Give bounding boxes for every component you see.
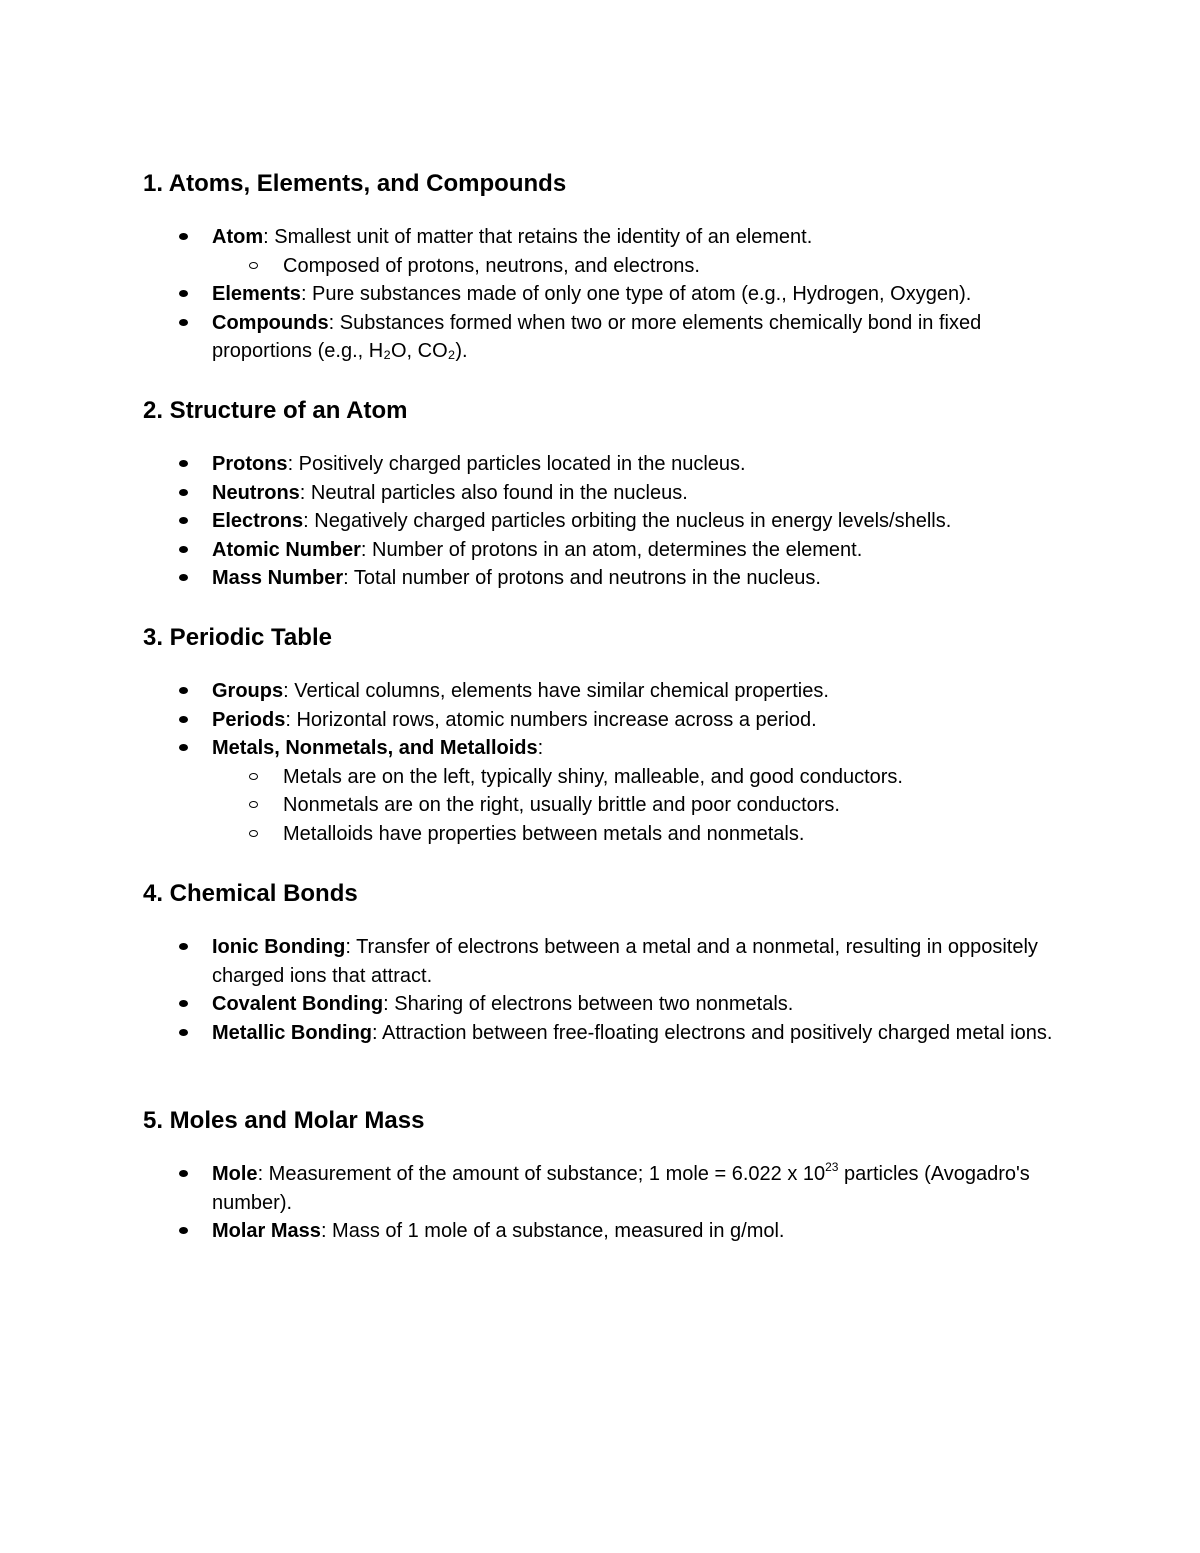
section-atoms-elements-compounds [143,169,1063,366]
bullet-list [143,223,1063,366]
list-item [143,309,1063,366]
term: Molar Mass [212,1220,321,1242]
bullet-icon [179,744,188,751]
bullet-icon [179,574,188,581]
term: Groups [212,680,284,702]
definition: : Pure substances made of only one type of atom (e.g., Hydrogen, Oxygen). [300,283,972,305]
bullet-icon [179,319,188,326]
sub-list-item [212,763,1063,792]
term: Periods [212,708,286,731]
sub-item-text: Composed of protons, neutrons, and electrons. [283,254,700,277]
definition: : Transfer of electrons between a metal and a nonmetal, resulting in oppositely charged ions that attract. [212,936,1038,987]
definition: : [537,737,544,759]
term: Covalent Bonding [212,993,384,1015]
definition: : Number of protons in an atom, determines the element. [360,538,863,561]
list-item [143,479,1063,508]
list-item [143,223,1063,280]
list-item [143,1019,1063,1048]
sub-item-text: Nonmetals are on the right, usually brittle and poor conductors. [283,794,840,816]
bullet-list [143,933,1063,1047]
bullet-icon [179,233,188,240]
definition-continued: particles (Avogadro's number). [212,1163,1030,1214]
definition: : Smallest unit of matter that retains the identity of an element. [263,226,813,248]
sub-list-item [212,820,1063,849]
circle-bullet-icon [249,801,258,808]
definition: : Measurement of the amount of substance; 1 mole = 6.022 x 10 [257,1163,826,1185]
bullet-list [143,677,1063,848]
sub-list-item [212,791,1063,820]
circle-bullet-icon [249,262,258,269]
list-item [143,734,1063,848]
exponent: 23 [825,1160,839,1174]
section-heading: 4. Chemical Bonds [143,880,358,907]
list-item [143,507,1063,536]
list-item [143,933,1063,990]
list-item [143,1217,1063,1246]
term: Protons [212,453,288,475]
term: Compounds [212,311,329,334]
term: Ionic Bonding [212,936,346,958]
definition: : Sharing of electrons between two nonmetals. [383,993,794,1015]
definition: : Negatively charged particles orbiting the nucleus in energy levels/shells. [303,510,952,532]
sub-list-item [212,252,1063,281]
term: Neutrons [212,481,300,504]
bullet-icon [179,1170,188,1177]
section-periodic-table [143,623,1063,848]
bullet-icon [179,290,188,297]
bullet-icon [179,1029,188,1036]
list-item [143,990,1063,1019]
list-item [143,564,1063,593]
bullet-icon [179,1000,188,1007]
bullet-icon [179,546,188,553]
bullet-list [143,450,1063,593]
section-heading: 2. Structure of an Atom [143,397,408,424]
definition: : Mass of 1 mole of a substance, measured in g/mol. [320,1220,785,1242]
bullet-icon [179,460,188,467]
term: Atomic Number [212,538,361,561]
bullet-list [143,1160,1063,1246]
sub-list [212,252,1063,281]
bullet-icon [179,943,188,950]
definition: : Total number of protons and neutrons in the nucleus. [343,567,821,589]
term: Metallic Bonding [212,1021,372,1044]
list-item [143,450,1063,479]
definition: : Positively charged particles located in the nucleus. [287,453,746,475]
section-structure-of-atom [143,396,1063,593]
term: Metals, Nonmetals, and Metalloids [212,737,538,759]
sub-item-text: Metalloids have properties between metals and nonmetals. [283,822,805,845]
definition: : Horizontal rows, atomic numbers increase across a period. [285,708,817,731]
bullet-icon [179,716,188,723]
definition: : Attraction between free-floating electrons and positively charged metal ions. [372,1021,1053,1044]
term: Mole [212,1163,258,1185]
list-item [143,536,1063,565]
section-heading: 3. Periodic Table [143,624,332,651]
list-item [143,706,1063,735]
term: Atom [212,226,264,248]
list-item [143,280,1063,309]
definition: : Vertical columns, elements have similar chemical properties. [283,680,829,702]
section-heading: 5. Moles and Molar Mass [143,1107,425,1134]
section-heading: 1. Atoms, Elements, and Compounds [143,170,567,197]
term: Electrons [212,510,304,532]
definition: : Neutral particles also found in the nucleus. [299,481,688,504]
bullet-icon [179,489,188,496]
sub-list [212,763,1063,849]
circle-bullet-icon [249,830,258,837]
section-moles-molar-mass [143,1106,1063,1246]
list-item [143,1160,1063,1217]
definition: : Substances formed when two or more elements chemically bond in fixed proportions (e.g., H₂O, CO₂). [212,311,982,362]
circle-bullet-icon [249,773,258,780]
term: Elements [212,283,301,305]
list-item [143,677,1063,706]
bullet-icon [179,1227,188,1234]
bullet-icon [179,687,188,694]
bullet-icon [179,517,188,524]
sub-item-text: Metals are on the left, typically shiny, malleable, and good conductors. [283,765,903,788]
section-chemical-bonds [143,879,1063,1047]
term: Mass Number [212,567,344,589]
